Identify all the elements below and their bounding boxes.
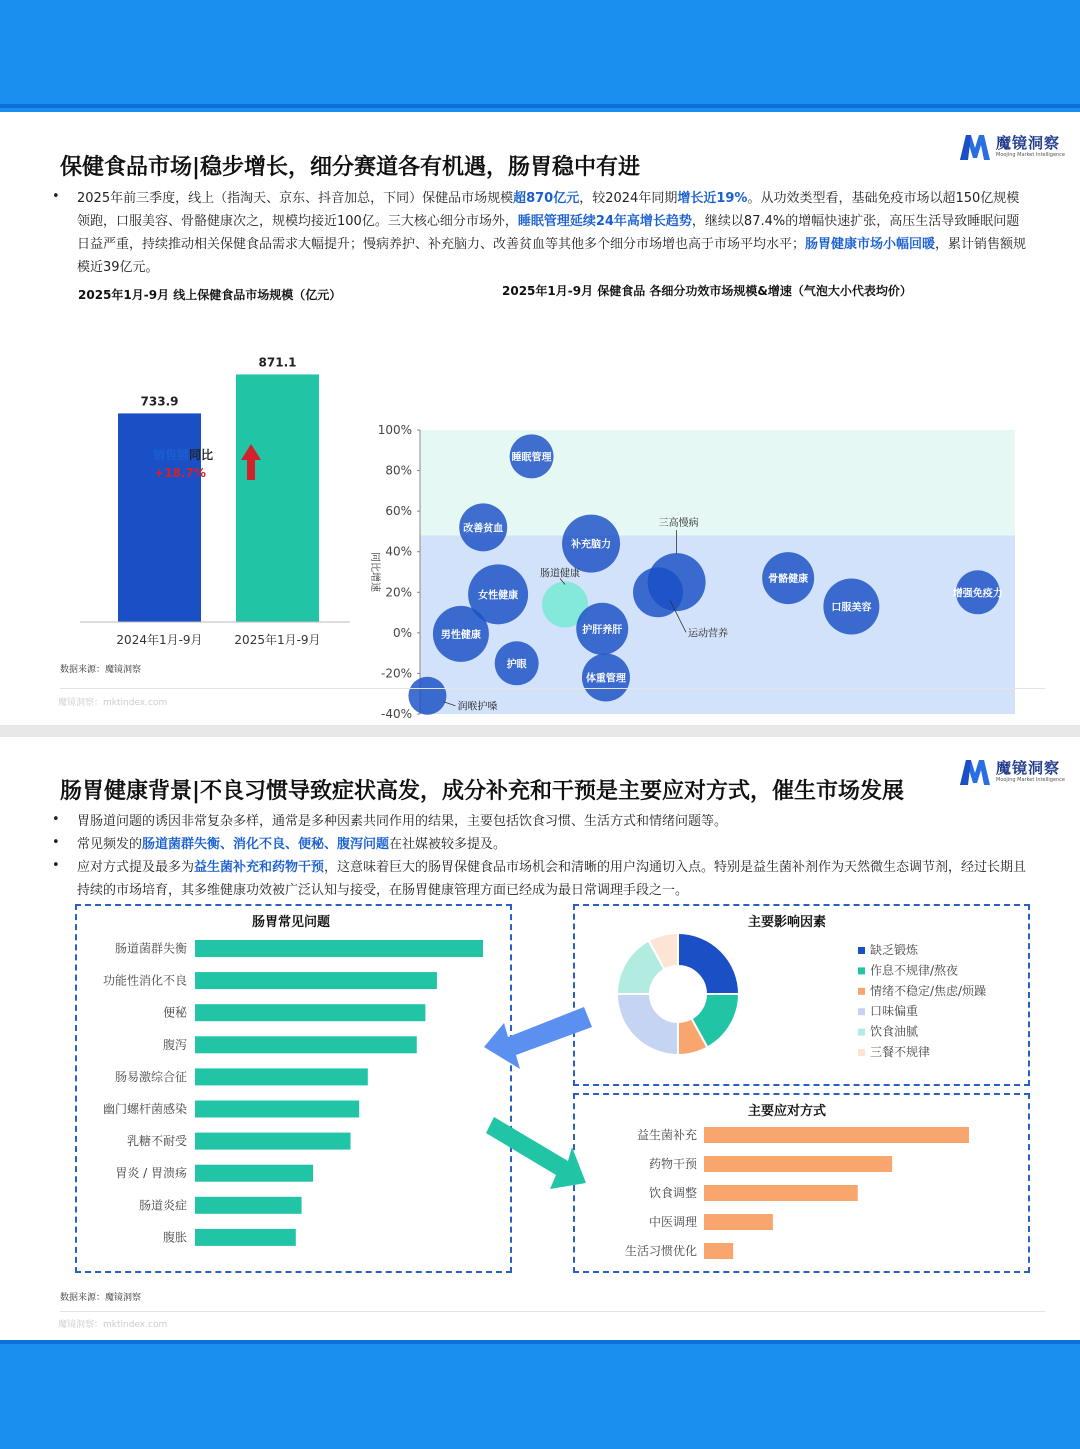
bar bbox=[195, 1068, 368, 1085]
x-tick-label: 2025年1月-9月 bbox=[234, 633, 321, 647]
bullet-marker: • bbox=[52, 858, 60, 873]
bubble-label: 体重管理 bbox=[585, 673, 626, 685]
body-text: 2025年前三季度，线上（指淘天、京东、抖音加总，下同）保健品市场规模 bbox=[77, 191, 514, 206]
bar bbox=[195, 972, 437, 989]
bubble bbox=[408, 677, 446, 715]
summary-paragraph bbox=[77, 187, 1032, 279]
y-tick-label: 20% bbox=[385, 585, 412, 600]
y-tick-label: 生活习惯优化 bbox=[624, 1244, 697, 1258]
connector-arrows bbox=[480, 997, 590, 1197]
top-banner-edge bbox=[0, 104, 1080, 108]
bar bbox=[704, 1127, 969, 1143]
page-title: 保健食品市场|稳步增长，细分赛道各有机遇，肠胃稳中有进 bbox=[60, 155, 641, 180]
donut-slice bbox=[678, 933, 739, 994]
arrow-right-icon bbox=[486, 1117, 586, 1189]
brand-name-en: Moojing Market Intelligence bbox=[996, 152, 1066, 158]
bubble-label: 运动营养 bbox=[688, 628, 728, 640]
bar bbox=[195, 1036, 417, 1053]
bubble-label: 护眼 bbox=[506, 659, 527, 671]
legend-label: 口味偏重 bbox=[870, 1004, 919, 1019]
body-text: 在社媒被较多提及。 bbox=[389, 837, 507, 852]
bubble-label: 改善贫血 bbox=[463, 523, 504, 535]
growth-label-a: 销售额 bbox=[153, 448, 190, 462]
bar bbox=[195, 1165, 313, 1182]
high-growth-band bbox=[420, 430, 1015, 535]
segment-bubble-chart bbox=[350, 302, 1050, 721]
bar bbox=[195, 1101, 359, 1118]
brand-name: 魔镜洞察 bbox=[996, 759, 1061, 777]
y-tick-label: 功能性消化不良 bbox=[102, 973, 187, 988]
brand-name-en: Moojing Market Intelligence bbox=[996, 777, 1066, 783]
legend-swatch bbox=[858, 967, 865, 974]
bar bbox=[195, 1197, 302, 1214]
body-text: ，继续以87.4%的增幅快速扩张，高压生活导致睡眠问题日益严重，持续推动相关保健食品需求大幅提升；慢病养护、补充脑力、改善贫血等其他多个细分市场增也高于市场平均水平； bbox=[77, 214, 1020, 252]
legend-label: 三餐不规律 bbox=[870, 1045, 931, 1059]
highlight-text: 肠胃健康市场小幅回暖 bbox=[805, 237, 936, 252]
responses-bar-chart bbox=[580, 1117, 1020, 1267]
legend-label: 作息不规律/熬夜 bbox=[870, 963, 959, 978]
watermark: 魔镜洞察：mktindex.com bbox=[58, 698, 168, 708]
legend-label: 缺乏锻炼 bbox=[870, 943, 919, 957]
body-text: ，这意味着巨大的肠胃保健食品市场机会和清晰的用户沟通切入点。特别是益生菌补剂作为天然微生态调节剂，经过长期且持续的市场培育，其多维健康功效被广泛认知与接受，在肠胃健康管理方面已经成为最日常调理手段之一。 bbox=[77, 860, 1027, 898]
y-tick-label: 乳糖不耐受 bbox=[126, 1134, 187, 1149]
legend-label: 饮食油腻 bbox=[870, 1024, 919, 1039]
data-source: 数据来源：魔镜洞察 bbox=[60, 665, 142, 675]
growth-label-b: 同比 bbox=[189, 448, 214, 462]
y-tick-label: -40% bbox=[380, 707, 412, 721]
bullet-text bbox=[77, 856, 1032, 902]
highlight-text: 超870亿元 bbox=[513, 191, 580, 206]
bar bbox=[118, 413, 201, 622]
y-tick-label: 0% bbox=[392, 625, 412, 640]
brand-name: 魔镜洞察 bbox=[996, 134, 1061, 152]
body-text: 。从功效类型看，基础免疫市场以超150亿规模领跑，口服美容、骨骼健康次之，规模均接近100亿。三大核心细分市场外， bbox=[77, 191, 1020, 229]
bubble-label: 润喉护嗓 bbox=[457, 701, 498, 713]
factors-title: 主要影响因素 bbox=[748, 915, 827, 930]
y-tick-label: 中医调理 bbox=[648, 1215, 697, 1229]
y-tick-label: 100% bbox=[377, 423, 412, 437]
y-tick-label: 肠易激综合征 bbox=[114, 1069, 187, 1084]
legend-label: 情绪不稳定/焦虑/烦躁 bbox=[870, 983, 987, 998]
bar bbox=[704, 1185, 858, 1201]
y-tick-label: 药物干预 bbox=[648, 1157, 697, 1171]
responses-title: 主要应对方式 bbox=[748, 1104, 827, 1119]
y-tick-label: 肠道菌群失衡 bbox=[114, 941, 187, 956]
bubble-label: 女性健康 bbox=[478, 590, 519, 602]
brand-logo bbox=[958, 132, 1065, 162]
legend-swatch bbox=[858, 988, 865, 995]
highlight-text: 睡眠管理延续24年高增长趋势 bbox=[517, 214, 692, 229]
body-text: ，累计销售额规模近39亿元。 bbox=[77, 237, 1027, 275]
watermark: 魔镜洞察：mktindex.com bbox=[58, 1320, 168, 1330]
legend-swatch bbox=[858, 1029, 865, 1036]
y-tick-label: 腹胀 bbox=[162, 1230, 187, 1245]
bubble-label: 骨骼健康 bbox=[768, 574, 809, 586]
bar bbox=[236, 374, 319, 622]
bullet-text bbox=[77, 810, 1032, 833]
brand-m-icon bbox=[958, 757, 992, 787]
body-text: 应对方式提及最多为 bbox=[77, 860, 195, 875]
footer-divider bbox=[60, 1311, 1045, 1312]
bullet-marker: • bbox=[52, 189, 60, 204]
bar bbox=[195, 1229, 296, 1246]
bar-chart-title: 2025年1月-9月 线上保健食品市场规模（亿元） bbox=[78, 288, 342, 302]
top-banner bbox=[0, 0, 1080, 108]
donut-slice bbox=[617, 994, 678, 1055]
footer-divider bbox=[60, 688, 1045, 689]
y-tick-label: 饮食调整 bbox=[648, 1186, 697, 1200]
body-text: 胃肠道问题的诱因非常复杂多样，通常是多种因素共同作用的结果，主要包括饮食习惯、生活方式和情绪问题等。 bbox=[77, 814, 728, 829]
y-tick-label: 80% bbox=[385, 463, 412, 478]
legend-swatch bbox=[858, 1008, 865, 1015]
bottom-banner bbox=[0, 1340, 1080, 1449]
bar bbox=[195, 1004, 425, 1021]
y-tick-label: 幽门螺杆菌感染 bbox=[102, 1102, 187, 1116]
bubble-label: 护肝养肝 bbox=[582, 624, 623, 636]
bubble-label: 睡眠管理 bbox=[511, 452, 552, 464]
market-panel bbox=[0, 112, 1080, 725]
highlight-text: 益生菌补充和药物干预 bbox=[194, 860, 325, 875]
market-size-bar-chart bbox=[60, 332, 360, 652]
bar-value-label: 871.1 bbox=[258, 355, 297, 370]
highlight-text: 增长近19% bbox=[677, 191, 748, 206]
bubble-chart-title: 2025年1月-9月 保健食品 各细分功效市场规模&增速（气泡大小代表均价） bbox=[502, 284, 912, 298]
body-text: ，较2024年同期 bbox=[579, 191, 678, 206]
bar-value-label: 733.9 bbox=[140, 394, 179, 409]
bullet-marker: • bbox=[52, 835, 60, 850]
y-tick-label: 40% bbox=[385, 544, 412, 559]
y-axis-label: 同比增速 bbox=[369, 552, 380, 592]
legend-swatch bbox=[858, 1049, 865, 1056]
growth-value: +18.7% bbox=[154, 466, 206, 480]
growth-label bbox=[153, 447, 213, 462]
bubble-label: 补充脑力 bbox=[571, 539, 612, 551]
y-tick-label: 腹泻 bbox=[162, 1037, 187, 1052]
bubble-label: 增强免疫力 bbox=[952, 588, 1003, 600]
bar bbox=[195, 940, 483, 957]
y-tick-label: 胃炎 / 胃溃疡 bbox=[115, 1166, 187, 1181]
arrow-left-icon bbox=[484, 1007, 592, 1069]
bubble-label: 男性健康 bbox=[440, 629, 481, 641]
bullet-marker: • bbox=[52, 812, 60, 827]
gut-health-panel bbox=[0, 737, 1080, 1340]
page-title: 肠胃健康背景|不良习惯导致症状高发，成分补充和干预是主要应对方式，催生市场发展 bbox=[60, 779, 905, 804]
bottom-banner-edge bbox=[0, 1340, 1080, 1344]
problems-bar-chart bbox=[80, 932, 505, 1262]
bubble bbox=[633, 567, 683, 617]
x-tick-label: 2024年1月-9月 bbox=[116, 633, 203, 647]
y-tick-label: 肠道炎症 bbox=[138, 1198, 187, 1213]
panel-gap bbox=[0, 725, 1080, 737]
y-tick-label: 60% bbox=[385, 504, 412, 519]
bubble-label: 肠道健康 bbox=[540, 568, 581, 580]
bar bbox=[704, 1243, 733, 1259]
brand-logo bbox=[958, 757, 1065, 787]
y-tick-label: 便秘 bbox=[162, 1005, 187, 1020]
problems-title: 肠胃常见问题 bbox=[252, 915, 331, 930]
highlight-text: 肠道菌群失衡、消化不良、便秘、腹泻问题 bbox=[142, 837, 390, 852]
body-text: 常见频发的 bbox=[77, 837, 143, 852]
y-tick-label: 益生菌补充 bbox=[636, 1128, 697, 1142]
data-source: 数据来源：魔镜洞察 bbox=[60, 1293, 142, 1303]
bar bbox=[195, 1133, 351, 1150]
y-tick-label: -20% bbox=[380, 666, 412, 681]
bullet-text bbox=[77, 833, 1032, 856]
brand-m-icon bbox=[958, 132, 992, 162]
bubble-label: 口服美容 bbox=[831, 602, 872, 614]
bar bbox=[704, 1156, 892, 1172]
legend-swatch bbox=[858, 947, 865, 954]
bar bbox=[704, 1214, 773, 1230]
bubble-label: 三高慢病 bbox=[658, 518, 699, 530]
factors-donut-chart bbox=[600, 932, 1025, 1082]
